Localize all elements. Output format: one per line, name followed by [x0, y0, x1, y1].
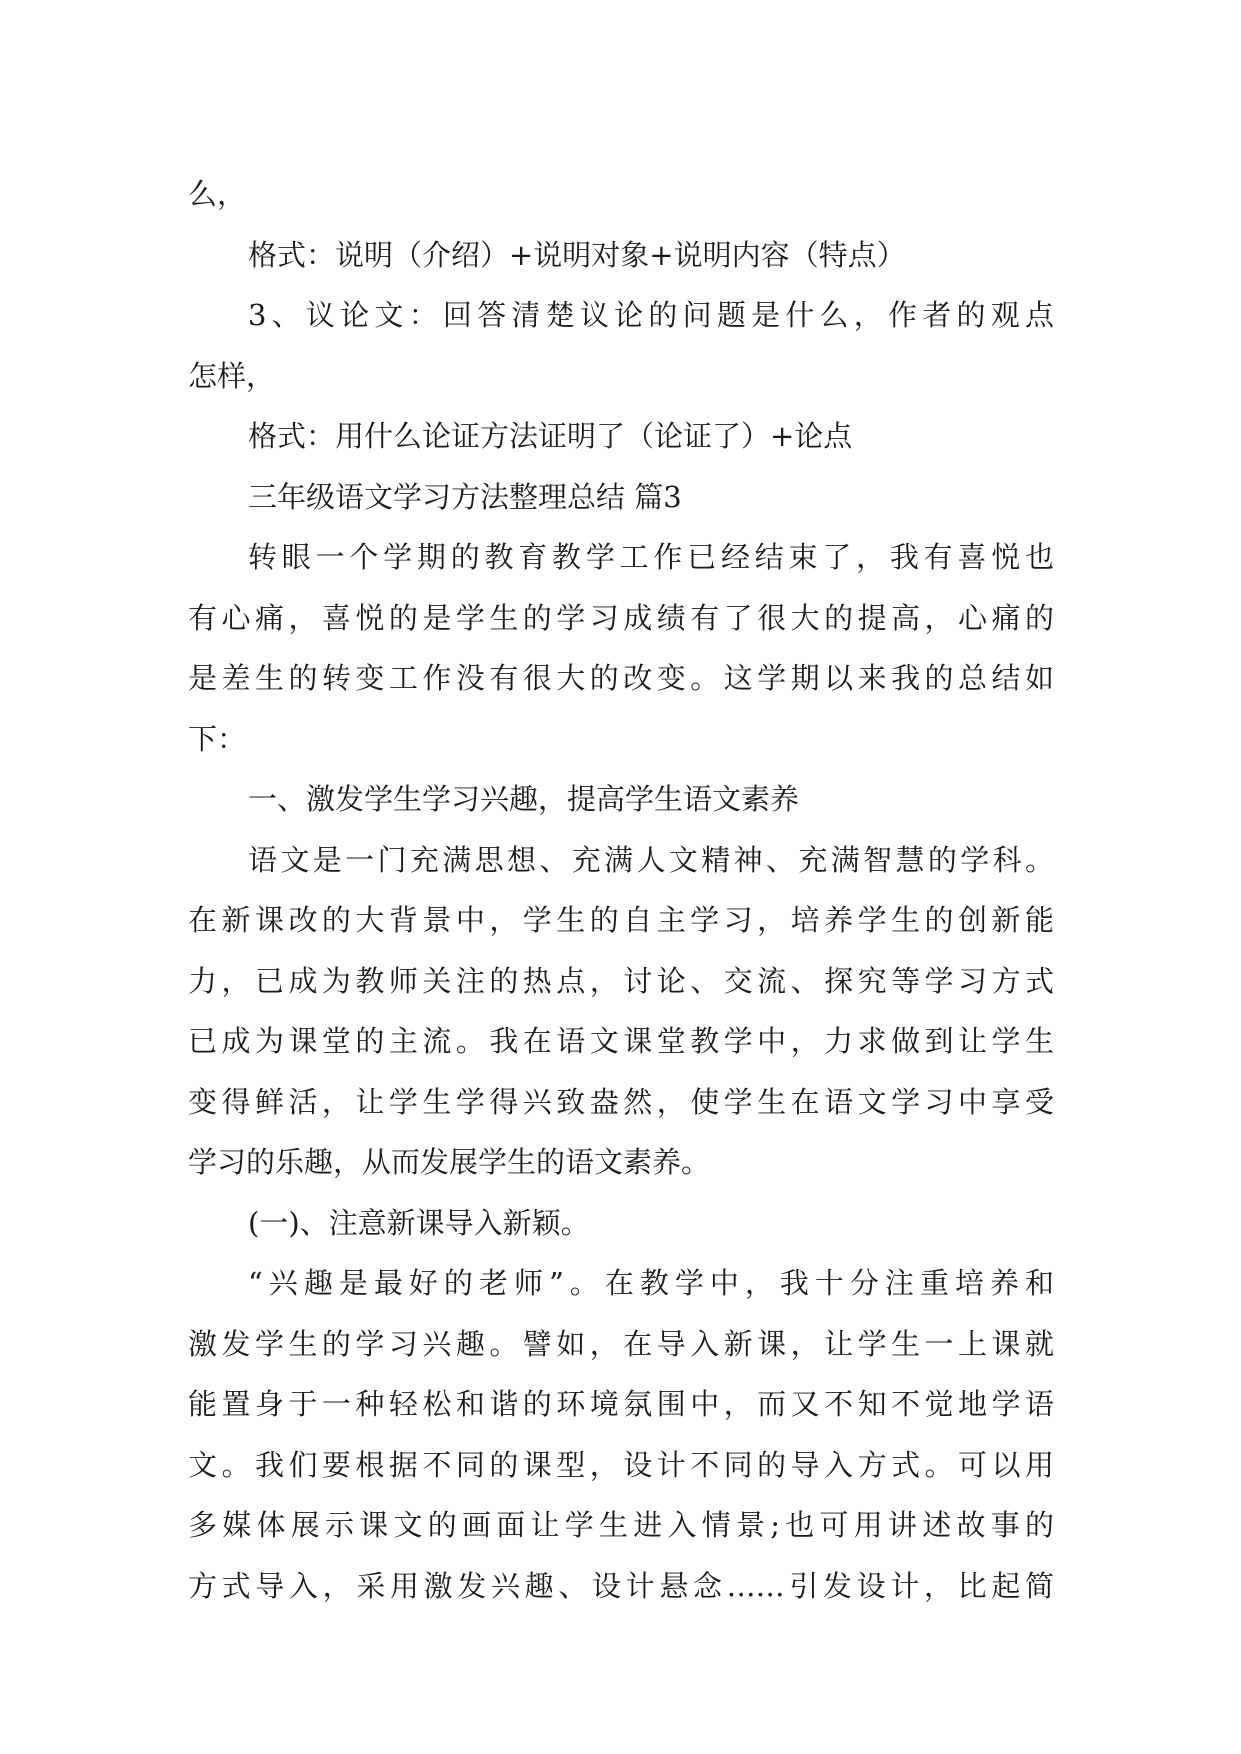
text-line: 多媒体展示课文的画面让学生进入情景;也可用讲述故事的	[188, 1508, 1054, 1542]
text-line: 方式导入，采用激发兴趣、设计悬念……引发设计，比起简	[188, 1568, 1054, 1603]
text-line: 在新课改的大背景中，学生的自主学习，培养学生的创新能	[188, 903, 1054, 937]
text-line: 有心痛，喜悦的是学生的学习成绩有了很大的提高，心痛的	[188, 600, 1054, 635]
text-line: 三年级语文学习方法整理总结 篇3	[248, 479, 682, 514]
text-line: 一、激发学生学习兴趣，提高学生语文素养	[248, 782, 800, 816]
text-line: “兴趣是最好的老师”。在教学中，我十分注重培养和	[248, 1266, 1054, 1300]
text-line: 下：	[188, 721, 247, 756]
text-line: 怎样，	[188, 358, 276, 393]
text-line: 变得鲜活，让学生学得兴致盎然，使学生在语文学习中享受	[188, 1084, 1054, 1119]
text-line: 语文是一门充满思想、充满人文精神、充满智慧的学科。	[248, 842, 1054, 877]
text-line: 学习的乐趣，从而发展学生的语文素养。	[188, 1145, 711, 1179]
text-line: 是差生的转变工作没有很大的改变。这学期以来我的总结如	[188, 661, 1054, 695]
text-line: 能置身于一种轻松和谐的环境氛围中，而又不知不觉地学语	[188, 1387, 1054, 1421]
text-line: 力，已成为教师关注的热点，讨论、交流、探究等学习方式	[188, 963, 1054, 998]
text-line: 么，	[188, 177, 247, 211]
text-line: 3、议论文：回答清楚议论的问题是什么，作者的观点	[248, 298, 1054, 332]
text-line: 格式：用什么论证方法证明了（论证了）+论点	[248, 419, 853, 453]
text-line: 激发学生的学习兴趣。譬如，在导入新课，让学生一上课就	[188, 1326, 1054, 1361]
text-line: 转眼一个学期的教育教学工作已经结束了，我有喜悦也	[248, 540, 1054, 574]
text-line: 已成为课堂的主流。我在语文课堂教学中，力求做到让学生	[188, 1024, 1054, 1058]
document-body	[188, 164, 1054, 1616]
text-line: 格式：说明（介绍）+说明对象+说明内容（特点）	[248, 237, 906, 272]
text-line: 文。我们要根据不同的课型，设计不同的导入方式。可以用	[188, 1447, 1054, 1482]
text-line: (一)、注意新课导入新颖。	[248, 1205, 590, 1240]
